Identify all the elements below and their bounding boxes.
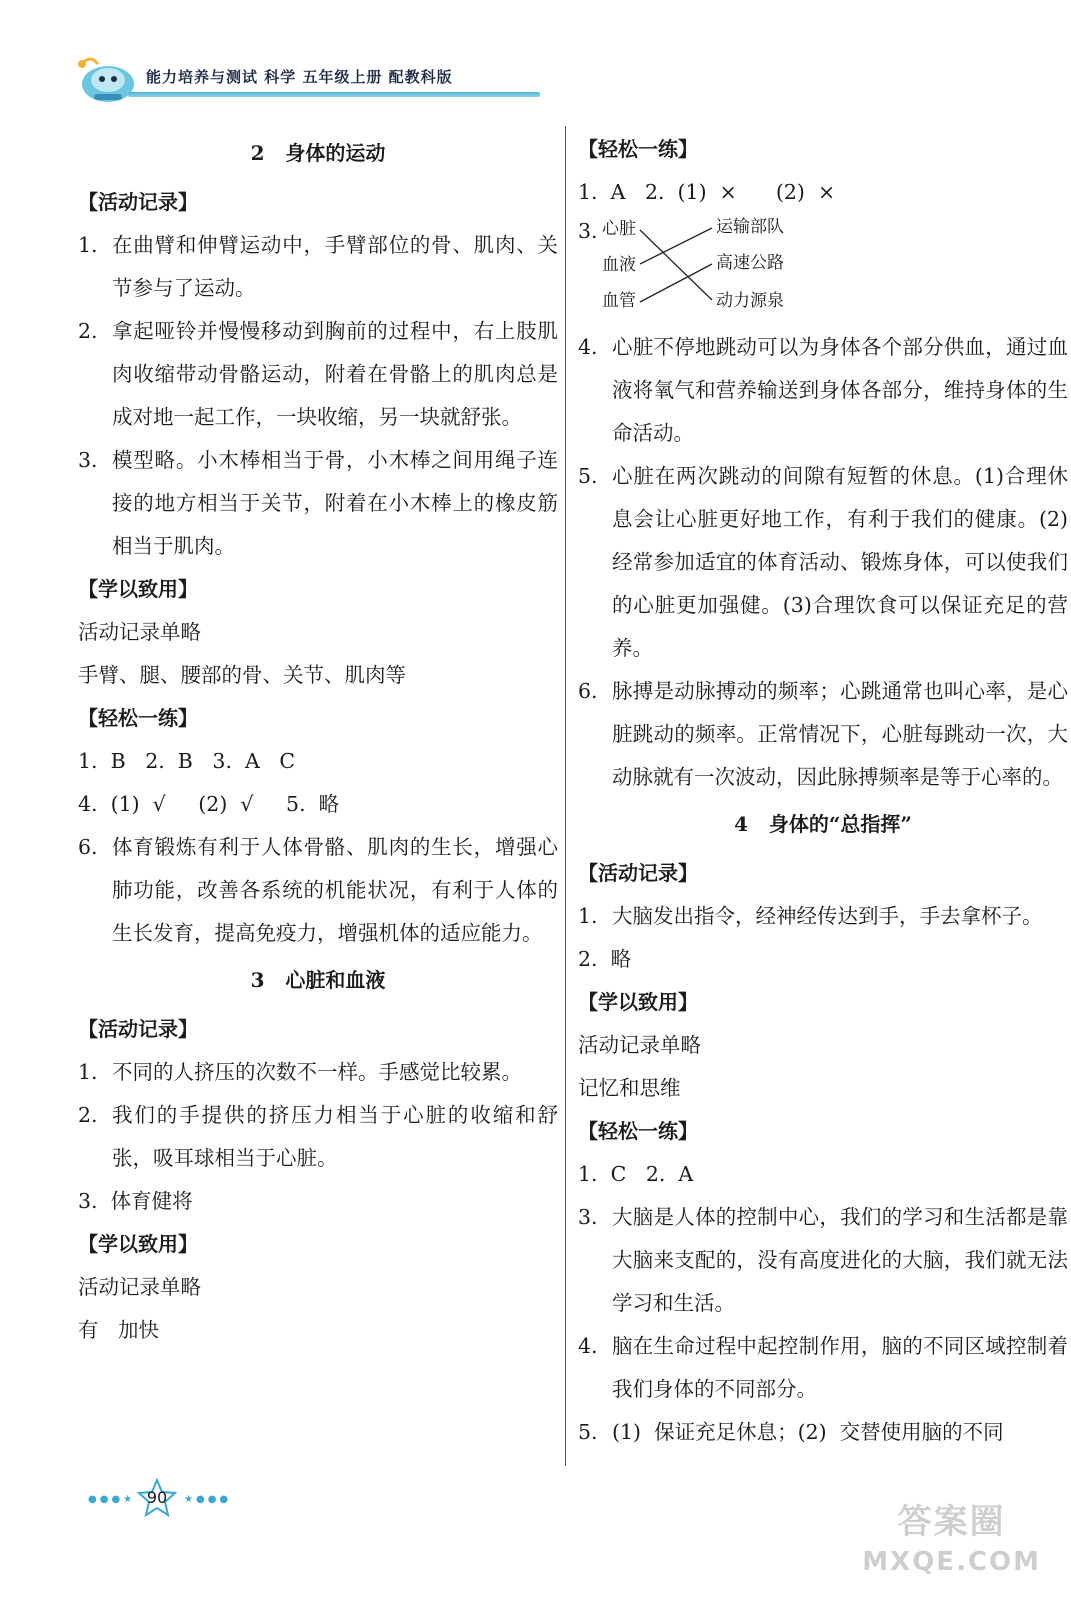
answer-item — [578, 326, 1068, 455]
watermark-line: MXQE.COM — [862, 1547, 1041, 1577]
section-tag: 【轻松一练】 — [578, 137, 698, 161]
item-number: 3. — [78, 448, 98, 472]
item-text: 大脑发出指令，经神经传达到手，手去拿杯子。 — [612, 904, 1043, 928]
answer-line: 2. 略 — [578, 947, 632, 971]
section-title: 2 身体的运动 — [250, 141, 386, 165]
page-number-badge — [136, 1478, 178, 1518]
answer-line: 有 加快 — [78, 1318, 160, 1342]
match-right-item: 运输部队 — [716, 217, 784, 237]
answer-item — [78, 1051, 558, 1094]
match-left-item: 血液 — [602, 255, 636, 275]
mascot-logo-icon — [68, 50, 138, 110]
item-text: 不同的人挤压的次数不一样。手感觉比较累。 — [112, 1060, 522, 1084]
right-column — [578, 128, 1068, 1454]
answer-item — [578, 1196, 1068, 1325]
item-text: 大脑是人体的控制中心，我们的学习和生活都是靠大脑来支配的，没有高度进化的大脑，我们就无法学习和生活。 — [612, 1205, 1068, 1315]
answer-item — [78, 224, 558, 310]
answer-line: 1. C 2. A — [578, 1162, 694, 1186]
answer-item — [78, 439, 558, 568]
item-text: 模型略。小木棒相当于骨，小木棒之间用绳子连接的地方相当于关节，附着在小木棒上的橡皮筋相当于肌肉。 — [112, 448, 558, 558]
section-title: 3 心脏和血液 — [250, 968, 386, 992]
answer-line: 4. (1) √ (2) √ 5. 略 — [78, 792, 340, 816]
answer-line: 活动记录单略 — [78, 1275, 201, 1299]
item-text: 我们的手提供的挤压力相当于心脏的收缩和舒张，吸耳球相当于心脏。 — [112, 1103, 558, 1170]
section-tag: 【轻松一练】 — [578, 1119, 698, 1143]
item-number: 4. — [578, 1334, 598, 1358]
item-text: 在曲臂和伸臂运动中，手臂部位的骨、肌肉、关节参与了运动。 — [112, 233, 558, 300]
footer-dots-right: ★●●● — [184, 1494, 232, 1505]
section-tag: 【学以致用】 — [78, 577, 198, 601]
item-number: 4. — [578, 335, 598, 359]
header-rule — [128, 92, 540, 97]
item-text: 体育锻炼有利于人体骨骼、肌肉的生长，增强心肺功能，改善各系统的机能状况，有利于人体的生长发育，提高免疫力，增强机体的适应能力。 — [112, 835, 558, 945]
left-column — [78, 128, 558, 1352]
item-number: 2. — [78, 1103, 98, 1127]
matching-diagram — [578, 214, 1068, 326]
match-lines — [578, 214, 718, 326]
item-number: 5. — [578, 464, 598, 488]
answer-line: 手臂、腿、腰部的骨、关节、肌肉等 — [78, 663, 406, 687]
section-tag: 【轻松一练】 — [78, 706, 198, 730]
watermark-line: 答案圈 — [897, 1502, 1006, 1542]
answer-item — [578, 1411, 1068, 1454]
item-number: 1. — [78, 1060, 98, 1084]
item-text: 脑在生命过程中起控制作用，脑的不同区域控制着我们身体的不同部分。 — [612, 1334, 1068, 1401]
item-text: (1) 保证充足休息；(2) 交替使用脑的不同 — [612, 1420, 1004, 1444]
item-text: 心脏在两次跳动的间隙有短暂的休息。(1)合理休息会让心脏更好地工作，有利于我们的健康。(2)经常参加适宜的体育活动、锻炼身体，可以使我们的心脏更加强健。(3)合理饮食可以保证充足的营养。 — [612, 464, 1068, 660]
item-number: 1. — [578, 904, 598, 928]
answer-item — [78, 826, 558, 955]
match-line — [640, 264, 712, 302]
match-right-item: 高速公路 — [716, 253, 784, 273]
answer-item — [78, 310, 558, 439]
answer-item — [78, 1094, 558, 1180]
answer-item — [578, 895, 1068, 938]
answer-item — [578, 670, 1068, 799]
item-number: 1. — [78, 233, 98, 257]
answer-line: 1. B 2. B 3. A C — [78, 749, 296, 773]
header-title: 能力培养与测试 科学 五年级上册 配教科版 — [146, 68, 453, 86]
section-tag: 【活动记录】 — [78, 190, 198, 214]
match-left-item: 血管 — [602, 291, 636, 311]
match-right-item: 动力源泉 — [716, 291, 784, 311]
item-number: 2. — [78, 319, 98, 343]
section-tag: 【活动记录】 — [578, 861, 698, 885]
item-number: 6. — [78, 835, 98, 859]
answer-line: 活动记录单略 — [578, 1033, 701, 1057]
answer-line: 3. 体育健将 — [78, 1189, 193, 1213]
section-tag: 【活动记录】 — [78, 1017, 198, 1041]
footer-dots-left: ●●●★ — [88, 1494, 136, 1505]
answer-line: 活动记录单略 — [78, 620, 201, 644]
answer-line: 记忆和思维 — [578, 1076, 681, 1100]
page-header — [68, 50, 538, 110]
page-number: 90 — [146, 1488, 168, 1507]
section-tag: 【学以致用】 — [78, 1232, 198, 1256]
match-left-item: 心脏 — [602, 219, 636, 239]
item-text: 拿起哑铃并慢慢移动到胸前的过程中，右上肢肌肉收缩带动骨骼运动，附着在骨骼上的肌肉总是成对地一起工作，一块收缩，另一块就舒张。 — [112, 319, 558, 429]
item-text: 脉搏是动脉搏动的频率；心跳通常也叫心率，是心脏跳动的频率。正常情况下，心脏每跳动一次，大动脉就有一次波动，因此脉搏频率是等于心率的。 — [612, 679, 1068, 789]
item-number: 5. — [578, 1420, 598, 1444]
answer-item — [578, 1325, 1068, 1411]
page-footer — [88, 1478, 238, 1518]
section-title: 4 身体的“总指挥” — [734, 812, 912, 836]
column-divider — [565, 126, 566, 1466]
match-line — [640, 228, 712, 264]
item-text: 心脏不停地跳动可以为身体各个部分供血，通过血液将氧气和营养输送到身体各部分，维持身体的生命活动。 — [612, 335, 1068, 445]
item-number: 3. — [578, 1205, 598, 1229]
answer-line: 1. A 2. (1) × (2) × — [578, 180, 836, 204]
answer-item — [578, 455, 1068, 670]
item-number: 6. — [578, 679, 598, 703]
site-watermark — [862, 1502, 1041, 1582]
match-line — [640, 230, 712, 300]
item-number: 3. — [578, 219, 598, 243]
section-tag: 【学以致用】 — [578, 990, 698, 1014]
